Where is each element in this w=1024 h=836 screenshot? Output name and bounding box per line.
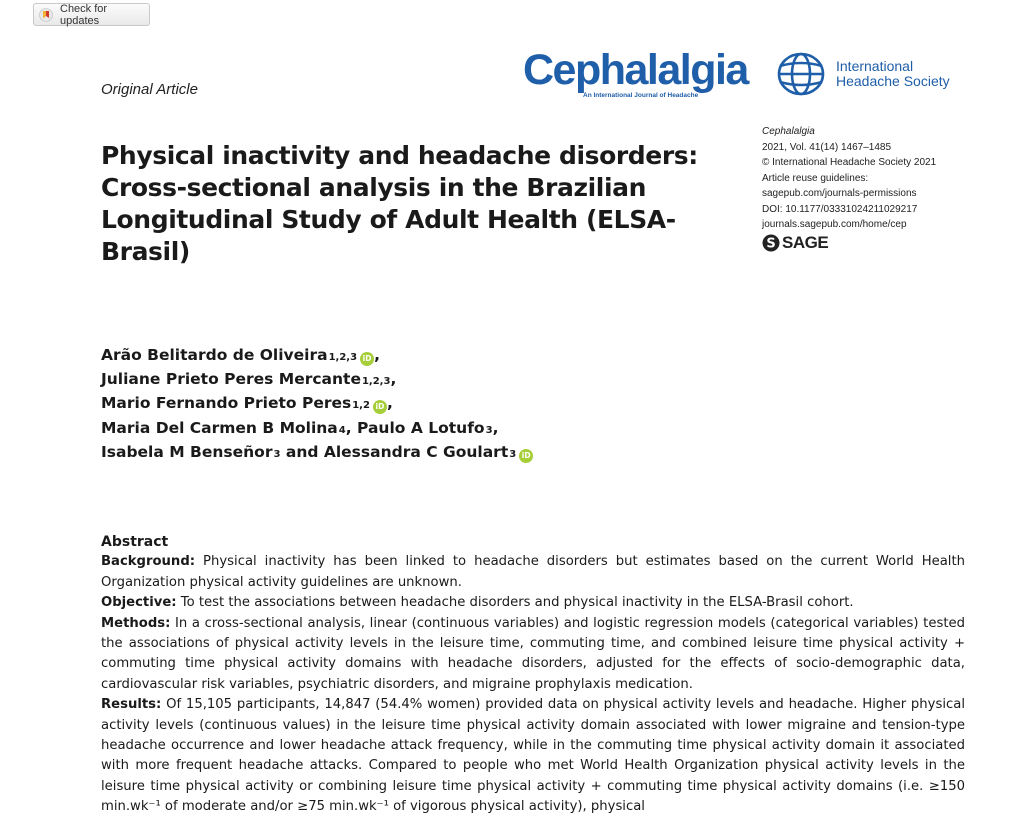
author-separator: , xyxy=(492,418,499,437)
results-text: Of 15,105 participants, 14,847 (54.4% women) provided data on physical activity levels and headache. Higher physical activity levels (continuous values) in the leisure time physical activity domain associated with lower migraine and tension-type headache occurrence and lower headache attack frequency, while in the commuting time physical activity domain it associated with more frequent headache attacks. Compared to people who met World Health Organization physical activity levels in the leisure time physical activity or combining leisure time physical activity + commuting time physical activity domains (i.e. ≥150 min.wk⁻¹ of moderate and/or ≥75 min.wk⁻¹ of vigorous physical activity), physical xyxy=(101,697,965,815)
author-joiner: and xyxy=(285,442,319,461)
abstract-heading: Abstract xyxy=(101,534,169,550)
meta-copyright: © International Headache Society 2021 xyxy=(762,157,937,168)
orcid-icon[interactable]: iD xyxy=(519,449,533,463)
meta-doi[interactable]: DOI: 10.1177/03331024211029217 xyxy=(762,203,918,215)
journal-logo xyxy=(523,46,758,104)
author-name: Maria Del Carmen B Molina xyxy=(101,418,338,437)
publication-meta xyxy=(762,124,1002,252)
journal-tagline: An International Journal of Headache xyxy=(583,92,699,99)
journal-name: Cephalalgia xyxy=(523,46,748,94)
abstract xyxy=(101,532,965,818)
globe-icon xyxy=(776,50,826,98)
orcid-icon[interactable]: iD xyxy=(373,400,387,414)
crossmark-icon xyxy=(39,8,53,22)
svg-text:S: S xyxy=(766,236,776,251)
society-name-line2: Headache Society xyxy=(836,73,950,89)
author-separator: , xyxy=(345,418,352,437)
meta-permissions-link[interactable]: sagepub.com/journals-permissions xyxy=(762,188,917,199)
author-name: Alessandra C Goulart xyxy=(323,442,509,461)
sage-s-icon xyxy=(762,234,780,252)
author-line-2: Juliane Prieto Peres Mercante 1,2,3 , xyxy=(101,367,533,391)
author-name: Arão Belitardo de Oliveira xyxy=(101,346,328,364)
results-label: Results: xyxy=(101,697,162,713)
meta-reuse: Article reuse guidelines: xyxy=(762,172,869,184)
abstract-background xyxy=(101,552,965,593)
meta-journal: Cephalalgia xyxy=(762,126,815,137)
abstract-results xyxy=(101,695,965,817)
background-text: Physical inactivity has been linked to headache disorders but estimates based on the current World Health Organization physical activity guidelines are unknown. xyxy=(101,554,965,590)
sage-logo xyxy=(762,234,1002,252)
sage-text: SAGE xyxy=(782,232,829,252)
author-line-4: Maria Del Carmen B Molina 4 , Paulo A Lotufo 3 , xyxy=(101,416,533,440)
author-separator: , xyxy=(386,394,393,413)
author-line-3: Mario Fernando Prieto Peres 1,2 iD , xyxy=(101,391,533,415)
check-for-updates-button[interactable] xyxy=(33,3,150,26)
objective-text: To test the associations between headache disorders and physical inactivity in the ELSA-Brasil cohort. xyxy=(180,595,854,611)
author-line-5: Isabela M Benseñor 3 and Alessandra C Goulart 3 iD xyxy=(101,440,533,464)
author-name: Isabela M Benseñor xyxy=(101,442,273,461)
methods-text: In a cross-sectional analysis, linear (continuous variables) and logistic regression models (categorical variables) tested the associations of physical activity levels in the leisure time, commuting time, and combined leisure time physical activity + commuting time physical activity domains with headache disorders, adjusted for the effects of socio-demographic data, cardiovascular risk variables, psychiatric disorders, and migraine prophylaxis medication. xyxy=(101,615,965,692)
article-title: Physical inactivity and headache disorders: Cross-sectional analysis in the Brazilian Longitudinal Study of Adult Health (ELSA-Brasil) xyxy=(101,141,698,266)
author-separator: , xyxy=(374,346,380,364)
author-separator: , xyxy=(390,370,397,389)
objective-label: Objective: xyxy=(101,595,177,611)
author-name: Paulo A Lotufo xyxy=(357,418,485,437)
article-type: Original Article xyxy=(101,81,198,98)
society-name-line1: International xyxy=(836,58,914,74)
methods-label: Methods: xyxy=(101,615,171,631)
author-name: Mario Fernando Prieto Peres xyxy=(101,394,352,413)
author-name: Juliane Prieto Peres Mercante xyxy=(101,370,361,389)
author-line-1: Arão Belitardo de Oliveira 1,2,3 iD , xyxy=(101,343,533,367)
orcid-icon[interactable]: iD xyxy=(360,352,374,366)
society-logo xyxy=(776,50,976,100)
meta-homepage-link[interactable]: journals.sagepub.com/home/cep xyxy=(762,219,907,230)
check-for-updates-label: Check for updates xyxy=(60,2,108,27)
abstract-methods xyxy=(101,614,965,696)
abstract-objective xyxy=(101,593,965,613)
background-label: Background: xyxy=(101,554,196,570)
meta-volume: 2021, Vol. 41(14) 1467–1485 xyxy=(762,141,891,153)
author-list xyxy=(101,343,533,464)
